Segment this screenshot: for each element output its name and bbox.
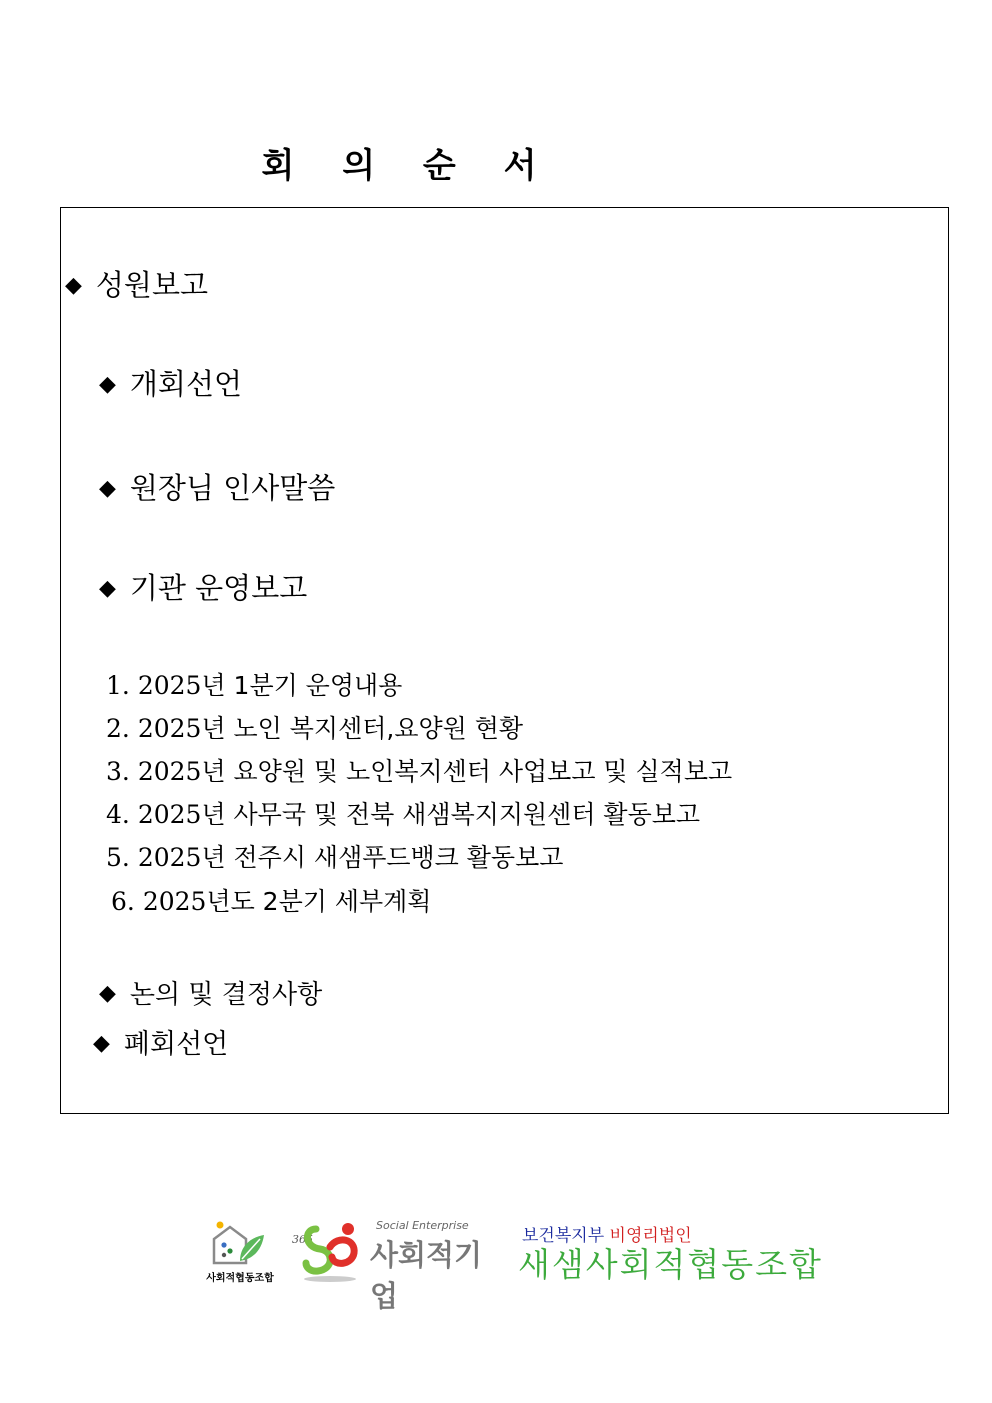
item-year: 2025	[137, 671, 202, 700]
item-number: 5.	[106, 843, 130, 872]
section-label: 원장님 인사말씀	[129, 471, 336, 505]
section-label: 기관 운영보고	[129, 571, 308, 605]
item-text: 년 노인 복지센터,요양원 현황	[201, 714, 524, 743]
section-label: 성원보고	[95, 268, 208, 302]
section-label: 개회선언	[129, 367, 242, 401]
section-label: 논의 및 결정사항	[129, 980, 323, 1010]
item-text: 년 사무국 및 전북 새샘복지지원센터 활동보고	[201, 800, 701, 829]
house-leaf-icon	[200, 1215, 280, 1271]
item-number: 3.	[106, 757, 130, 786]
agenda-box	[60, 207, 949, 1114]
diamond-bullet-icon: ◆	[99, 476, 116, 501]
social-enterprise-label: 사회적기업	[370, 1238, 483, 1313]
item-year: 2025	[137, 800, 202, 829]
item-text: 년 요양원 및 노인복지센터 사업보고 및 실적보고	[201, 757, 733, 786]
report-item	[106, 842, 563, 874]
agenda-section-closing	[93, 1026, 228, 1063]
item-text: 년 1분기 운영내용	[201, 671, 403, 700]
diamond-bullet-icon: ◆	[93, 1031, 110, 1056]
nonprofit-label: 비영리법인	[609, 1226, 692, 1246]
report-item	[106, 670, 402, 702]
agenda-section-discussion	[99, 976, 322, 1013]
agenda-section-report	[99, 570, 307, 607]
item-year: 2025	[137, 757, 202, 786]
item-text: 년 전주시 새샘푸드뱅크 활동보고	[201, 843, 564, 872]
item-number: 4.	[106, 800, 130, 829]
coop-logo-text: 사회적협동조합	[206, 1273, 274, 1284]
agenda-section-roll-call	[65, 267, 208, 304]
agenda-section-opening	[99, 366, 242, 403]
ministry-label: 보건복지부	[522, 1226, 605, 1246]
diamond-bullet-icon: ◆	[65, 273, 82, 298]
section-label: 폐회선언	[123, 1029, 229, 1060]
agenda-section-greeting	[99, 470, 335, 507]
social-enterprise-logo	[290, 1217, 505, 1313]
report-item	[106, 756, 732, 788]
diamond-bullet-icon: ◆	[99, 981, 116, 1006]
item-year: 2025	[137, 714, 202, 743]
item-year: 2025	[142, 887, 207, 916]
social-enterprise-label-en: Social Enterprise	[376, 1219, 469, 1232]
diamond-bullet-icon: ◆	[99, 576, 116, 601]
social-enterprise-emblem-icon	[290, 1217, 370, 1285]
item-number: 1.	[106, 671, 130, 700]
item-number: 2.	[106, 714, 130, 743]
report-item	[106, 799, 700, 831]
report-item	[106, 713, 523, 745]
item-number: 6.	[111, 887, 135, 916]
page-title: 회 의 순 서	[261, 146, 555, 186]
org-name: 새샘사회적협동조합	[518, 1245, 823, 1284]
coop-logo	[200, 1215, 280, 1285]
item-text: 년도 2분기 세부계획	[206, 887, 432, 916]
diamond-bullet-icon: ◆	[99, 372, 116, 397]
report-item	[111, 886, 431, 918]
svg-text:365: 365	[292, 1233, 313, 1246]
item-year: 2025	[137, 843, 202, 872]
footer-logos	[200, 1215, 840, 1313]
